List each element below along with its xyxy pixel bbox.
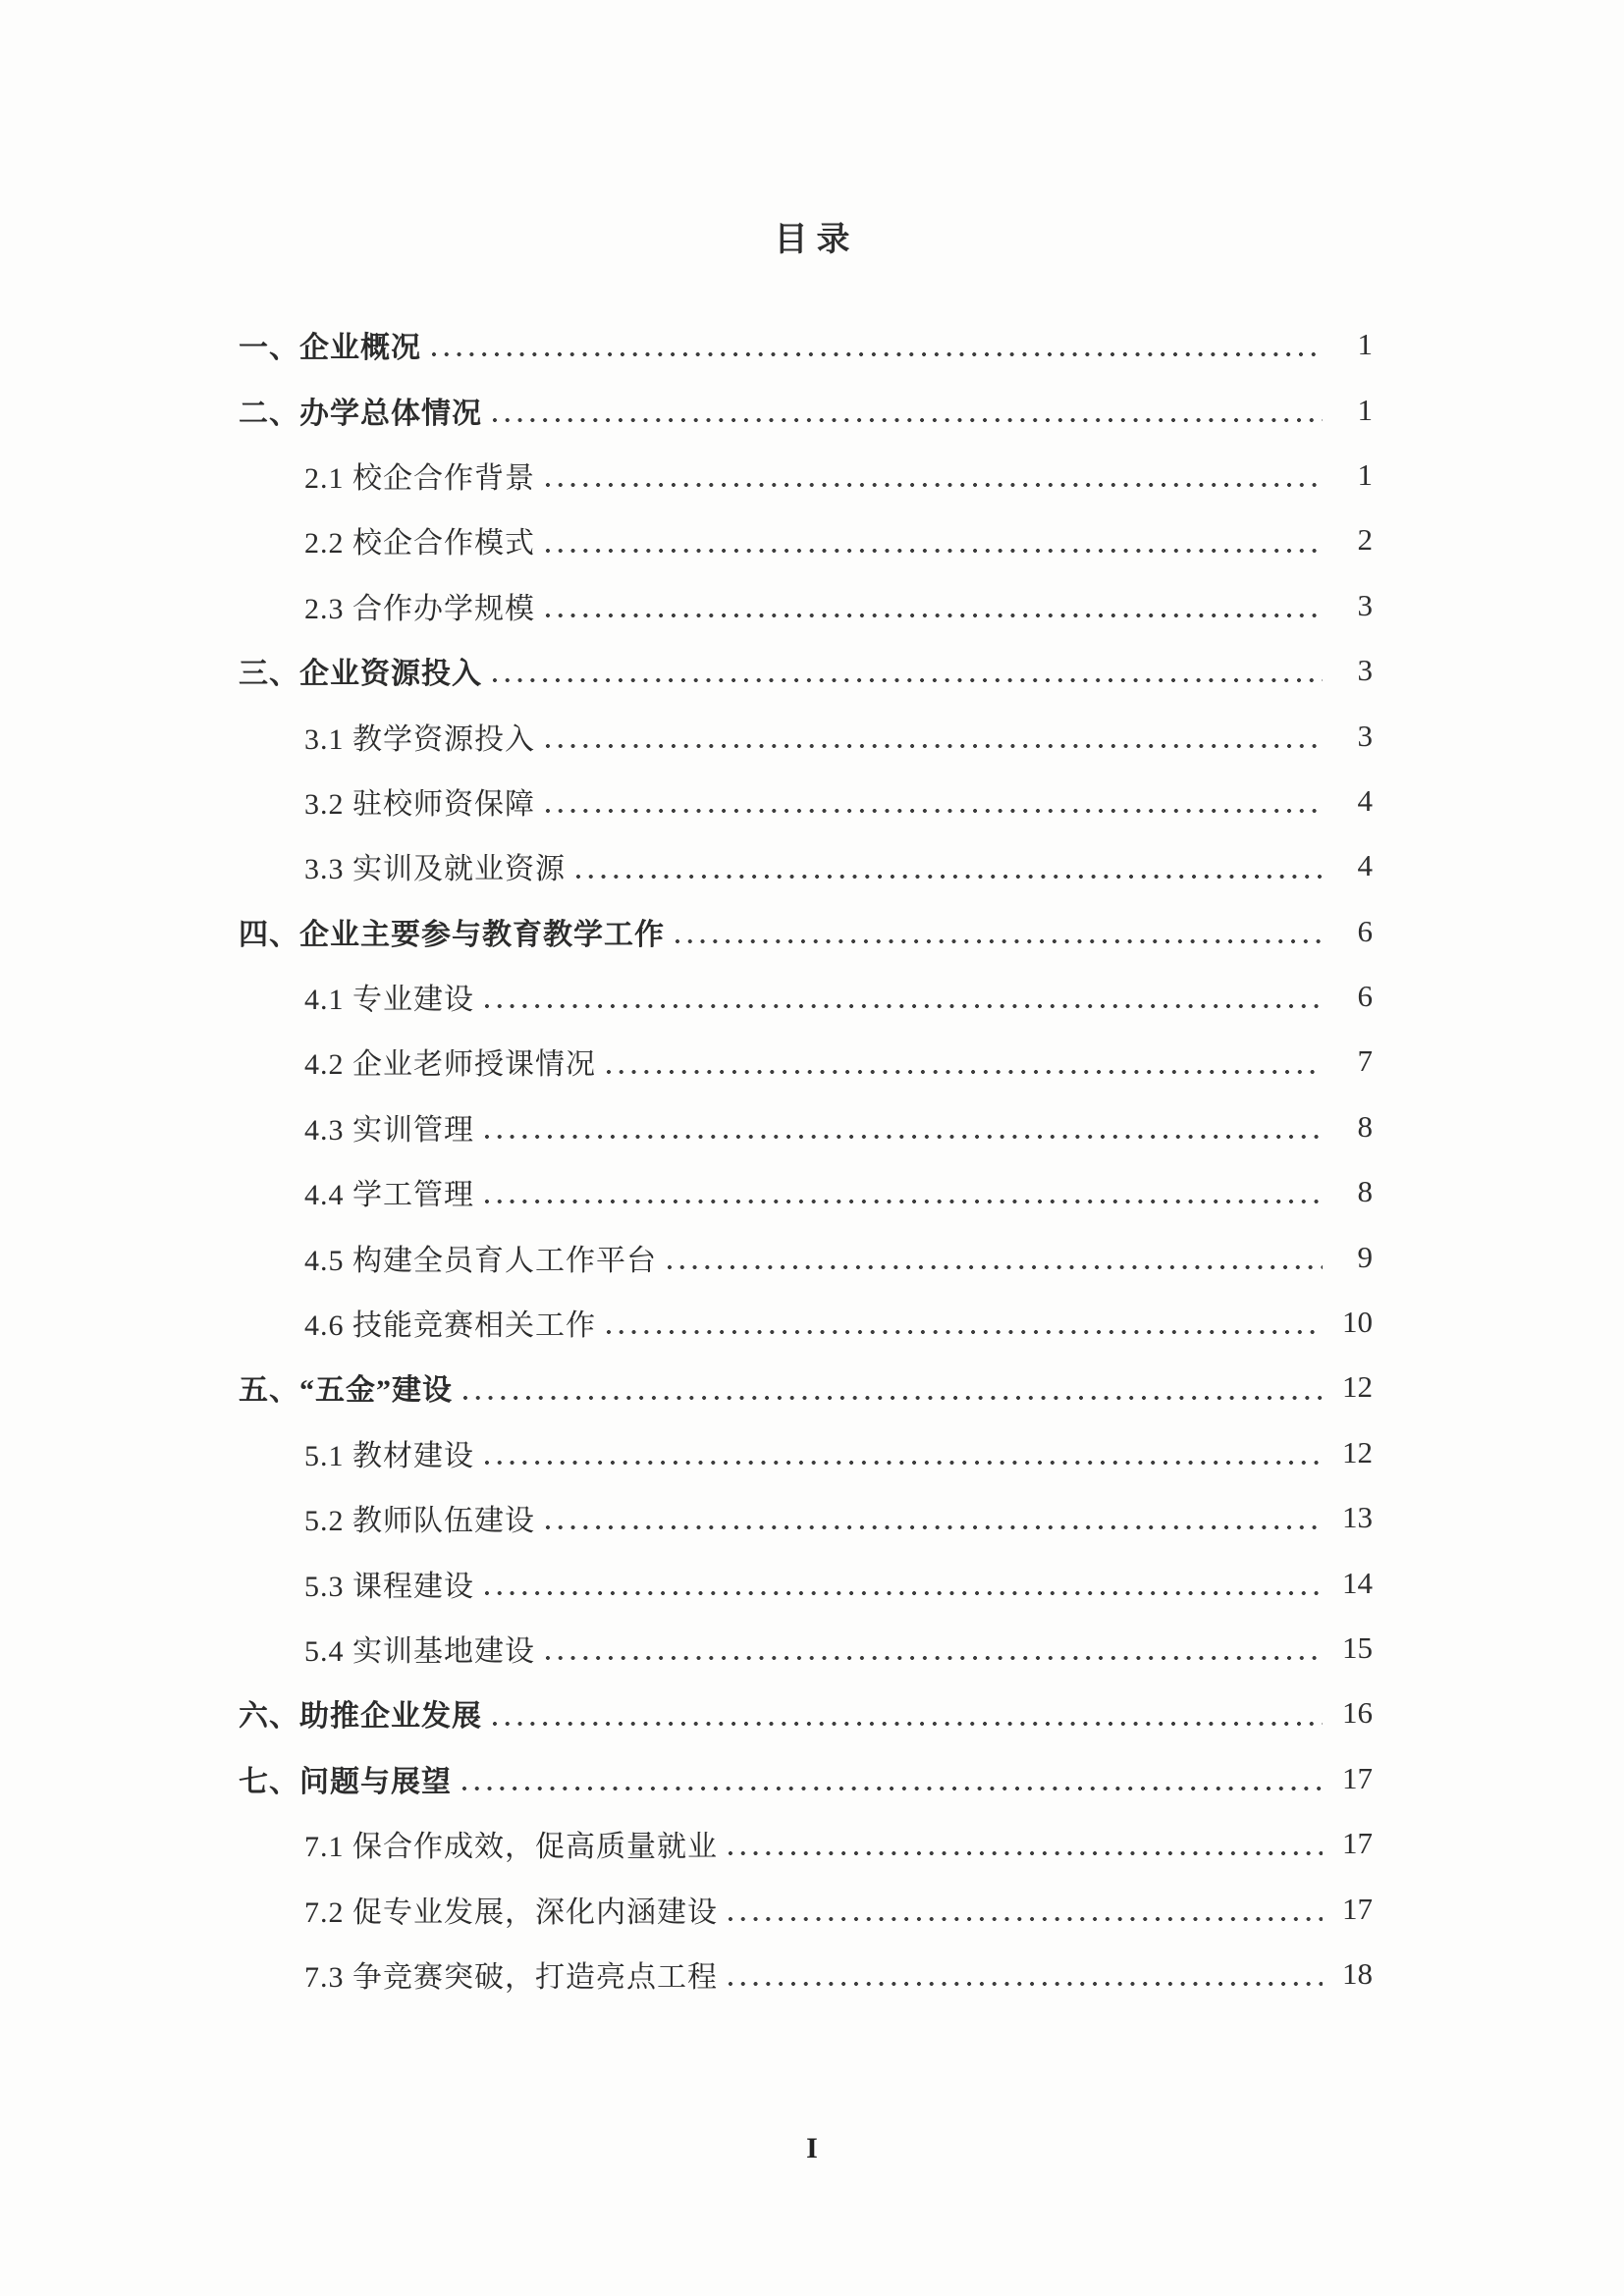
toc-entry-label: 二、办学总体情况 bbox=[239, 397, 482, 430]
toc-entry-page: 1 bbox=[1357, 392, 1373, 427]
toc-entry-label: 四、企业主要参与教育教学工作 bbox=[239, 918, 665, 951]
dot-leader bbox=[484, 1550, 1323, 1615]
dot-leader bbox=[462, 1355, 1323, 1419]
toc-entry-label: 六、助推企业发展 bbox=[239, 1700, 482, 1734]
toc-entry-page: 2 bbox=[1357, 522, 1373, 558]
toc-entry-label: 三、企业资源投入 bbox=[239, 658, 482, 691]
dot-leader bbox=[545, 573, 1323, 638]
toc-entry bbox=[239, 1224, 1373, 1289]
toc-entry bbox=[239, 769, 1373, 833]
toc-entry-label: 4.6 技能竞赛相关工作 bbox=[304, 1309, 596, 1343]
toc-entry-label: 五、“五金”建设 bbox=[239, 1374, 453, 1408]
dot-leader bbox=[675, 899, 1323, 964]
toc-entry-label: 5.4 实训基地建设 bbox=[304, 1635, 535, 1668]
toc-entry-page: 1 bbox=[1357, 456, 1373, 492]
toc-entry bbox=[239, 1550, 1373, 1615]
dot-leader bbox=[545, 443, 1323, 507]
toc-entry bbox=[239, 573, 1373, 638]
toc-entry-label: 5.1 教材建设 bbox=[304, 1439, 474, 1472]
toc-entry-page: 13 bbox=[1342, 1500, 1373, 1535]
page-title: 目录 bbox=[774, 222, 859, 258]
dot-leader bbox=[484, 1159, 1323, 1224]
toc-entry-page: 3 bbox=[1357, 653, 1373, 688]
toc-entry bbox=[239, 833, 1373, 898]
toc-entry bbox=[239, 1746, 1373, 1811]
dot-leader bbox=[728, 1876, 1323, 1941]
dot-leader bbox=[545, 507, 1323, 572]
dot-leader bbox=[484, 1420, 1323, 1485]
dot-leader bbox=[492, 377, 1323, 442]
toc-entry-page: 12 bbox=[1342, 1369, 1373, 1405]
toc-entry bbox=[239, 899, 1373, 964]
toc-entry-page: 3 bbox=[1357, 718, 1373, 753]
toc-entry-page: 1 bbox=[1357, 327, 1373, 362]
toc-entry-label: 4.3 实训管理 bbox=[304, 1113, 474, 1147]
toc-entry-label: 3.3 实训及就业资源 bbox=[304, 853, 566, 886]
toc-entry bbox=[239, 1290, 1373, 1355]
toc-entry bbox=[239, 1811, 1373, 1876]
toc-entry-label: 3.1 教学资源投入 bbox=[304, 722, 535, 756]
toc-entry-page: 18 bbox=[1342, 1955, 1373, 1991]
toc-entry bbox=[239, 1681, 1373, 1745]
dot-leader bbox=[606, 1290, 1323, 1355]
toc-entry-label: 4.5 构建全员育人工作平台 bbox=[304, 1244, 657, 1277]
toc-entry bbox=[239, 1616, 1373, 1681]
toc-entry bbox=[239, 1485, 1373, 1550]
table-of-contents bbox=[239, 312, 1373, 2006]
footer-page-number: I bbox=[806, 2132, 818, 2164]
toc-entry bbox=[239, 1029, 1373, 1094]
dot-leader bbox=[606, 1029, 1323, 1094]
toc-entry-page: 14 bbox=[1342, 1565, 1373, 1600]
dot-leader bbox=[484, 1095, 1323, 1159]
toc-entry-label: 5.2 教师队伍建设 bbox=[304, 1505, 535, 1538]
toc-entry-page: 12 bbox=[1342, 1434, 1373, 1469]
toc-entry-page: 10 bbox=[1342, 1305, 1373, 1340]
toc-entry bbox=[239, 1355, 1373, 1419]
toc-entry-page: 3 bbox=[1357, 587, 1373, 622]
dot-leader bbox=[575, 833, 1323, 898]
toc-entry-page: 17 bbox=[1342, 1826, 1373, 1861]
toc-entry-label: 4.1 专业建设 bbox=[304, 984, 474, 1017]
dot-leader bbox=[484, 964, 1323, 1029]
toc-entry-label: 7.1 保合作成效，促高质量就业 bbox=[304, 1831, 718, 1864]
toc-entry-label: 5.3 课程建设 bbox=[304, 1570, 474, 1603]
toc-entry bbox=[239, 1942, 1373, 2006]
dot-leader bbox=[545, 703, 1323, 768]
toc-entry-page: 4 bbox=[1357, 848, 1373, 883]
toc-entry bbox=[239, 1159, 1373, 1224]
dot-leader bbox=[545, 1485, 1323, 1550]
dot-leader bbox=[492, 1681, 1323, 1745]
toc-entry-page: 6 bbox=[1357, 913, 1373, 948]
toc-entry-page: 6 bbox=[1357, 979, 1373, 1014]
toc-entry-page: 4 bbox=[1357, 782, 1373, 818]
toc-entry bbox=[239, 377, 1373, 442]
toc-entry bbox=[239, 507, 1373, 572]
toc-entry-page: 17 bbox=[1342, 1760, 1373, 1795]
toc-entry bbox=[239, 443, 1373, 507]
dot-leader bbox=[431, 312, 1323, 377]
toc-entry-label: 7.2 促专业发展，深化内涵建设 bbox=[304, 1896, 718, 1929]
toc-entry-label: 2.3 合作办学规模 bbox=[304, 592, 535, 625]
toc-entry-page: 16 bbox=[1342, 1695, 1373, 1731]
toc-entry bbox=[239, 1095, 1373, 1159]
dot-leader bbox=[728, 1811, 1323, 1876]
toc-entry-page: 8 bbox=[1357, 1108, 1373, 1144]
toc-entry-page: 15 bbox=[1342, 1630, 1373, 1665]
toc-entry bbox=[239, 312, 1373, 377]
toc-entry-label: 2.1 校企合作背景 bbox=[304, 461, 535, 495]
dot-leader bbox=[461, 1746, 1323, 1811]
dot-leader bbox=[545, 1616, 1323, 1681]
toc-entry-label: 3.2 驻校师资保障 bbox=[304, 787, 535, 821]
toc-entry-label: 2.2 校企合作模式 bbox=[304, 527, 535, 561]
dot-leader bbox=[728, 1942, 1323, 2006]
toc-entry-label: 七、问题与展望 bbox=[239, 1765, 452, 1798]
toc-entry bbox=[239, 1420, 1373, 1485]
toc-entry-label: 7.3 争竞赛突破，打造亮点工程 bbox=[304, 1960, 718, 1994]
toc-entry-label: 一、企业概况 bbox=[239, 332, 421, 365]
toc-entry-page: 8 bbox=[1357, 1174, 1373, 1209]
dot-leader bbox=[545, 769, 1323, 833]
toc-entry-label: 4.2 企业老师授课情况 bbox=[304, 1048, 596, 1082]
toc-entry bbox=[239, 1876, 1373, 1941]
toc-entry-page: 9 bbox=[1357, 1239, 1373, 1274]
dot-leader bbox=[492, 638, 1323, 703]
toc-entry bbox=[239, 638, 1373, 703]
dot-leader bbox=[667, 1224, 1323, 1289]
toc-entry-page: 7 bbox=[1357, 1043, 1373, 1079]
toc-entry bbox=[239, 703, 1373, 768]
toc-entry bbox=[239, 964, 1373, 1029]
toc-entry-page: 17 bbox=[1342, 1891, 1373, 1926]
toc-entry-label: 4.4 学工管理 bbox=[304, 1179, 474, 1212]
